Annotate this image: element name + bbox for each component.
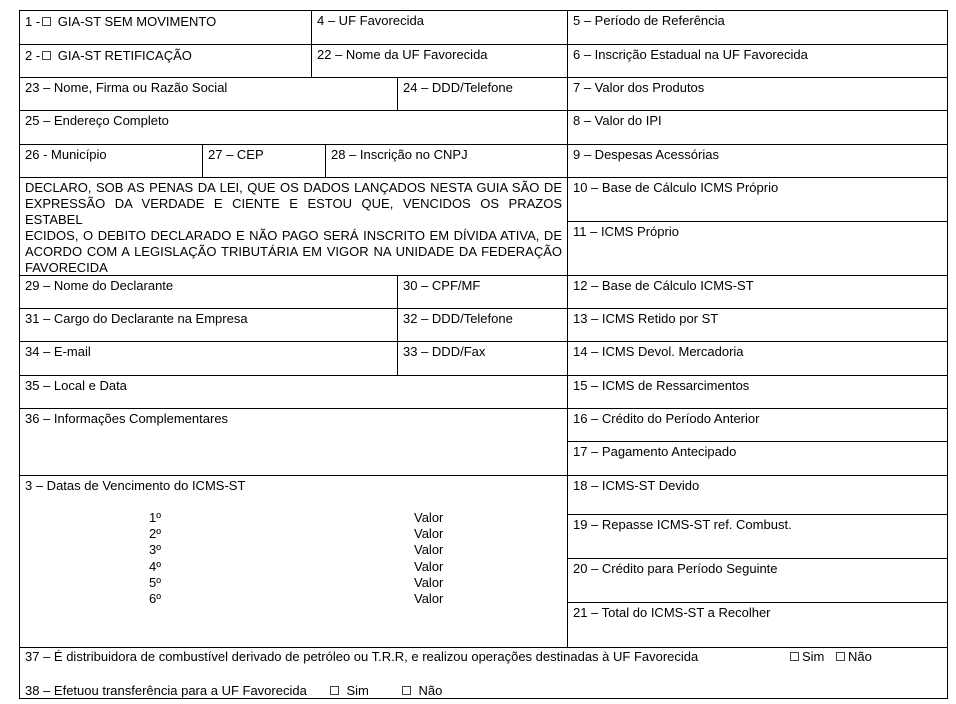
- field-2-label: GIA-ST RETIFICAÇÃO: [57, 48, 192, 63]
- q37-nao-checkbox[interactable]: [836, 652, 845, 661]
- field-8-valor-ipi: [567, 110, 948, 145]
- field-6-label: 6 – Inscrição Estadual na UF Favorecida: [573, 47, 808, 62]
- field-3-label: 3 – Datas de Vencimento do ICMS-ST: [25, 478, 246, 493]
- field-21-label: 21 – Total do ICMS-ST a Recolher: [573, 605, 771, 620]
- field-9-label: 9 – Despesas Acessórias: [573, 147, 719, 162]
- field-22-label: 22 – Nome da UF Favorecida: [317, 47, 488, 62]
- ordinal-3: 3º: [149, 542, 161, 557]
- field-25-label: 25 – Endereço Completo: [25, 113, 169, 128]
- field-2-retificacao: [19, 44, 312, 78]
- field-11-label: 11 – ICMS Próprio: [573, 224, 679, 239]
- field-24-telefone: [397, 77, 568, 111]
- field-20-label: 20 – Crédito para Período Seguinte: [573, 561, 778, 576]
- field-29-label: 29 – Nome do Declarante: [25, 278, 174, 293]
- field-7-label: 7 – Valor dos Produtos: [573, 80, 705, 95]
- field-16-label: 16 – Crédito do Período Anterior: [573, 411, 760, 426]
- q37-sim-checkbox[interactable]: [790, 652, 799, 661]
- field-30-cpf: [397, 275, 568, 309]
- valor-label-2: Valor: [414, 526, 444, 541]
- field-12-label: 12 – Base de Cálculo ICMS-ST: [573, 278, 754, 293]
- field-19-repasse: [567, 514, 948, 559]
- field-15-label: 15 – ICMS de Ressarcimentos: [573, 378, 750, 393]
- field-32-label: 32 – DDD/Telefone: [403, 311, 513, 326]
- question-37-text: 37 – É distribuidora de combustível derivado de petróleo ou T.R.R, e realizou operações destinadas à UF Favorecida: [25, 649, 699, 664]
- field-14-icms-devol: [567, 341, 948, 376]
- field-8-label: 8 – Valor do IPI: [573, 113, 662, 128]
- retificacao-checkbox[interactable]: [42, 51, 51, 60]
- ordinal-6: 6º: [149, 591, 161, 606]
- field-35-label: 35 – Local e Data: [25, 378, 127, 393]
- field-26-label: 26 - Município: [25, 147, 107, 162]
- valor-label-6: Valor: [414, 591, 444, 606]
- q37-sim-label: Sim: [802, 649, 825, 664]
- question-38: [25, 683, 442, 699]
- q38-nao-label: Não: [418, 683, 443, 698]
- sem-movimento-checkbox[interactable]: [42, 17, 51, 26]
- field-10-label: 10 – Base de Cálculo ICMS Próprio: [573, 180, 779, 195]
- field-27-cep: [202, 144, 326, 178]
- field-7-valor-produtos: [567, 77, 948, 111]
- question-38-text: 38 – Efetuou transferência para a UF Favorecida: [25, 683, 307, 698]
- field-25-endereco: [19, 110, 568, 145]
- field-15-ressarcimentos: [567, 375, 948, 409]
- field-29-nome-declarante: [19, 275, 398, 309]
- field-27-label: 27 – CEP: [208, 147, 264, 162]
- field-23-label: 23 – Nome, Firma ou Razão Social: [25, 80, 228, 95]
- field-4-uf-favorecida: [311, 10, 568, 45]
- field-3-datas-vencimento: [19, 475, 568, 648]
- field-5-label: 5 – Período de Referência: [573, 13, 725, 28]
- field-6-inscricao-estadual: [567, 44, 948, 78]
- field-12-base-icms-st: [567, 275, 948, 309]
- field-31-label: 31 – Cargo do Declarante na Empresa: [25, 311, 248, 326]
- field-5-periodo-referencia: [567, 10, 948, 45]
- q38-nao-checkbox[interactable]: [402, 686, 411, 695]
- field-19-label: 19 – Repasse ICMS-ST ref. Combust.: [573, 517, 792, 532]
- field-34-label: 34 – E-mail: [25, 344, 91, 359]
- field-18-icms-st-devido: [567, 475, 948, 515]
- field-17-label: 17 – Pagamento Antecipado: [573, 444, 737, 459]
- field-10-base-icms-proprio: [567, 177, 948, 222]
- field-13-label: 13 – ICMS Retido por ST: [573, 311, 719, 326]
- field-9-despesas: [567, 144, 948, 178]
- field-16-credito-anterior: [567, 408, 948, 442]
- valor-label-1: Valor: [414, 510, 444, 525]
- field-33-label: 33 – DDD/Fax: [403, 344, 486, 359]
- field-23-razao-social: [19, 77, 398, 111]
- field-36-label: 36 – Informações Complementares: [25, 411, 229, 426]
- field-17-pagamento-antecipado: [567, 441, 948, 476]
- field-31-cargo: [19, 308, 398, 342]
- declaration-line-2: ECIDOS, O DEBITO DECLARADO E NÃO PAGO SERÁ INSCRITO EM DÍVIDA ATIVA, DE ACORDO COM A LEGISLAÇÃO TRIBUTÁRIA EM VIGOR NA UNIDADE DA FEDERAÇÃO FAVORECIDA: [25, 228, 562, 275]
- valor-label-5: Valor: [414, 575, 444, 590]
- q38-sim-checkbox[interactable]: [330, 686, 339, 695]
- field-11-icms-proprio: [567, 221, 948, 276]
- field-28-label: 28 – Inscrição no CNPJ: [331, 147, 468, 162]
- field-20-credito-seguinte: [567, 558, 948, 603]
- ordinal-1: 1º: [149, 510, 161, 525]
- field-34-email: [19, 341, 398, 376]
- field-18-label: 18 – ICMS-ST Devido: [573, 478, 700, 493]
- declaration-text: [19, 177, 568, 276]
- field-24-label: 24 – DDD/Telefone: [403, 80, 513, 95]
- field-30-label: 30 – CPF/MF: [403, 278, 481, 293]
- field-33-fax: [397, 341, 568, 376]
- field-28-cnpj: [325, 144, 568, 178]
- field-36-informacoes: [19, 408, 568, 476]
- field-32-telefone: [397, 308, 568, 342]
- field-21-total-recolher: [567, 602, 948, 648]
- field-2-number: 2 -: [25, 48, 41, 63]
- field-1-sem-movimento: [19, 10, 312, 45]
- ordinal-5: 5º: [149, 575, 161, 590]
- valor-label-4: Valor: [414, 559, 444, 574]
- field-4-label: 4 – UF Favorecida: [317, 13, 424, 28]
- ordinal-2: 2º: [149, 526, 161, 541]
- declaration-line-1: DECLARO, SOB AS PENAS DA LEI, QUE OS DADOS LANÇADOS NESTA GUIA SÃO DE EXPRESSÃO DA VERDADE E CIENTE E ESTOU QUE, VENCIDOS OS PRAZOS ESTABEL: [25, 180, 562, 227]
- field-26-municipio: [19, 144, 203, 178]
- q37-nao-label: Não: [848, 649, 872, 664]
- question-37: [25, 649, 698, 665]
- field-14-label: 14 – ICMS Devol. Mercadoria: [573, 344, 744, 359]
- valor-label-3: Valor: [414, 542, 444, 557]
- ordinal-4: 4º: [149, 559, 161, 574]
- field-1-label: GIA-ST SEM MOVIMENTO: [57, 14, 217, 29]
- field-1-number: 1 -: [25, 14, 41, 29]
- field-13-icms-retido: [567, 308, 948, 342]
- q38-sim-label: Sim: [346, 683, 369, 698]
- field-35-local-data: [19, 375, 568, 409]
- field-22-nome-uf: [311, 44, 568, 78]
- question-37-options: [788, 649, 872, 665]
